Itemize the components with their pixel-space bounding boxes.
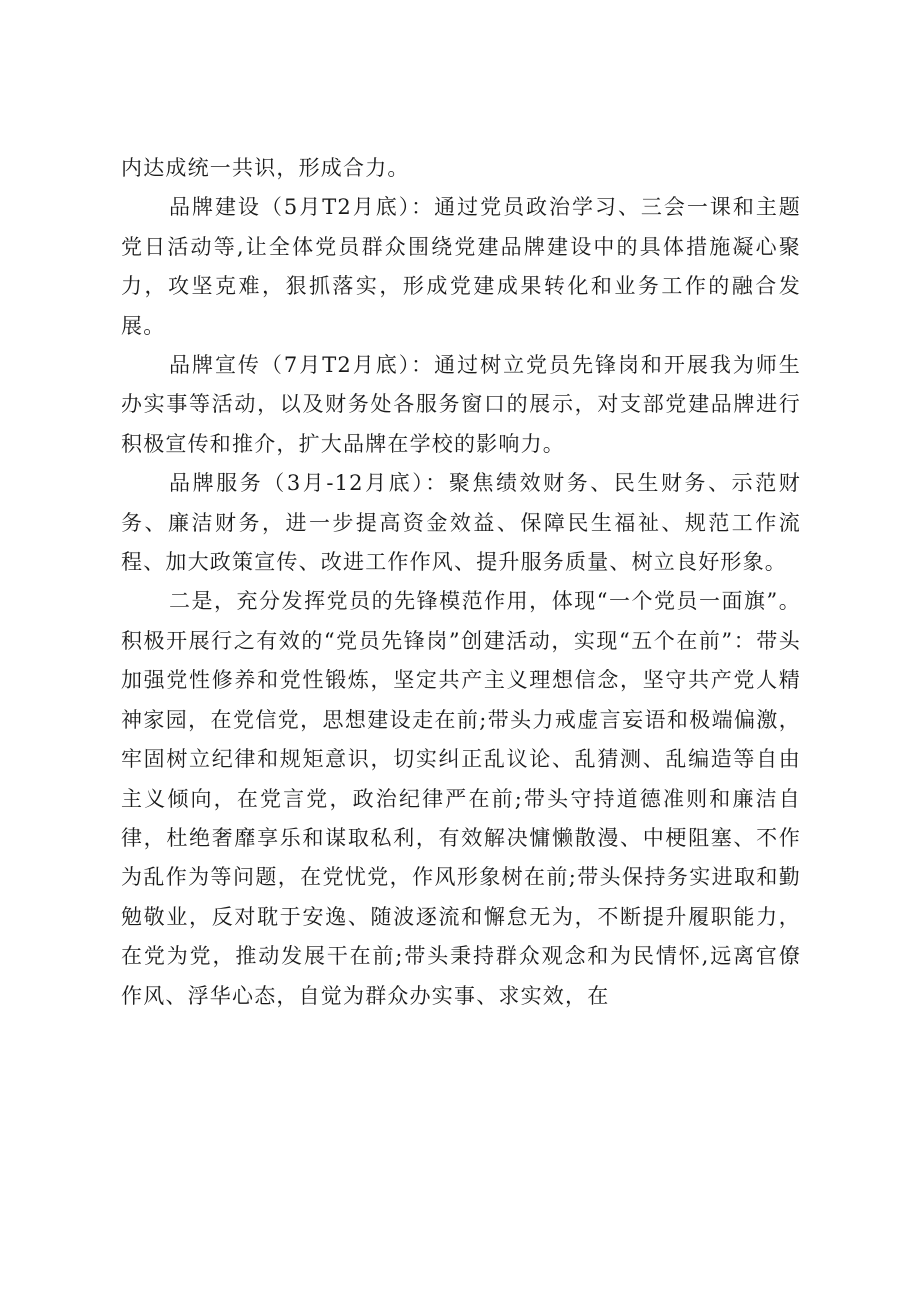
paragraph-brand-service: 品牌服务（3月-12月底）：聚焦绩效财务、民生财务、示范财务、廉洁财务，进一步提高资金效益、保障民生福祉、规范工作流程、加大政策宣传、改进工作作风、提升服务质量、树立良好形象。 xyxy=(121,471,801,575)
paragraph-brand-building: 品牌建设（5月T2月底）：通过党员政治学习、三会一课和主题党日活动等,让全体党员群众围绕党建品牌建设中的具体措施凝心聚力，攻坚克难，狠抓落实，形成党建成果转化和业务工作的融合发展。 xyxy=(121,195,801,338)
paragraph-continuation: 内达成统一共识，形成合力。 xyxy=(121,156,410,180)
paragraph-brand-promotion: 品牌宣传（7月T2月底）：通过树立党员先锋岗和开展我为师生办实事等活动，以及财务处各服务窗口的展示，对支部党建品牌进行积极宣传和推介，扩大品牌在学校的影响力。 xyxy=(121,353,801,456)
paragraph-vanguard-role: 二是，充分发挥党员的先锋模范作用，体现“一个党员一面旗”。积极开展行之有效的“党员先锋岗”创建活动，实现“五个在前”：带头加强党性修养和党性锻炼，坚定共产主义理想信念，坚守共产党人精神家园，在党信党，思想建设走在前;带头力戒虚言妄语和极端偏激，牢固树立纪律和规矩意识，切实纠正乱议论、乱猜测、乱编造等自由主义倾向，在党言党，政治纪律严在前;带头守持道德准则和廉洁自律，杜绝奢靡享乐和谋取私利，有效解决慵懒散漫、中梗阻塞、不作为乱作为等问题，在党忧党，作风形象树在前;带头保持务实进取和勤勉敬业，反对耽于安逸、随波逐流和懈怠无为，不断提升履职能力，在党为党，推动发展干在前;带头秉持群众观念和为民情怀,远离官僚作风、浮华心态，自觉为群众办实事、求实效，在 xyxy=(121,589,801,1008)
document-body xyxy=(121,149,801,1016)
